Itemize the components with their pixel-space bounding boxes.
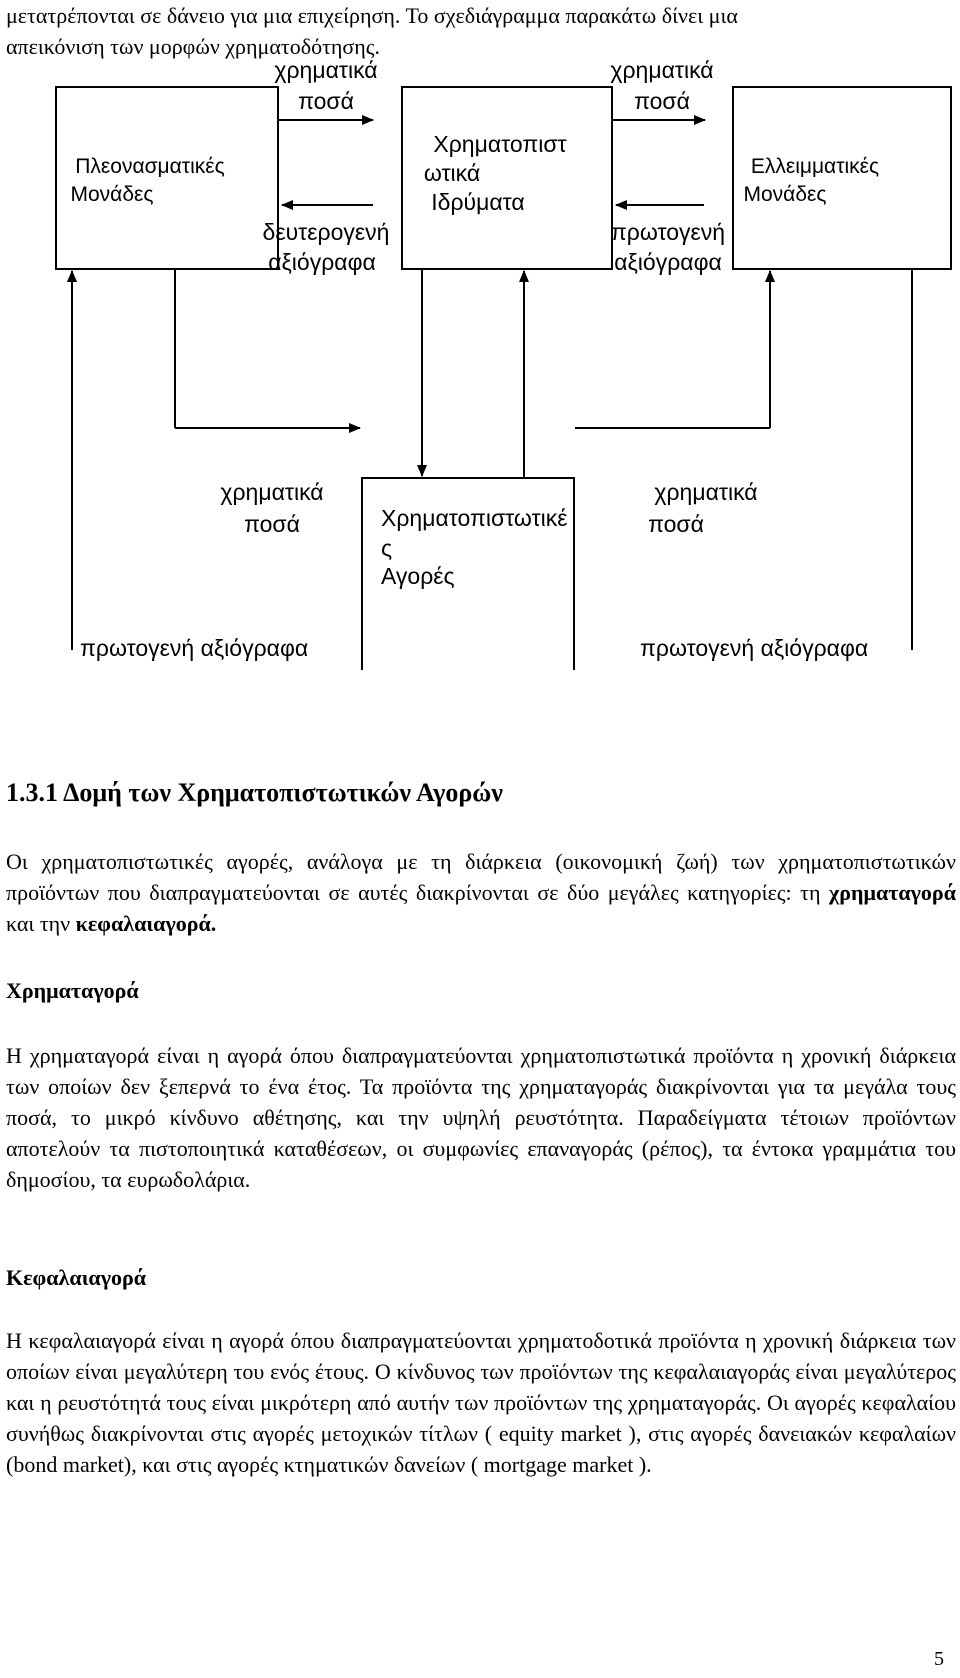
- financing-flow-diagram: [0, 60, 960, 670]
- section-intro-mid: και την: [6, 911, 76, 936]
- intro-text: [6, 0, 956, 62]
- intro-line-2: απεικόνιση των μορφών χρηματοδότησης.: [6, 34, 380, 59]
- page-number: 5: [934, 1648, 944, 1670]
- label-bottom-right-money-2: ποσά: [648, 511, 704, 537]
- label-bottom-left-money-2: ποσά: [244, 511, 300, 537]
- label-top-right-money-1: χρηματικά: [610, 60, 714, 83]
- surplus-box-line-2: Μονάδες: [70, 183, 154, 206]
- label-bottom-right-money-1: χρηματικά: [654, 479, 758, 505]
- label-primary-securities-2: αξιόγραφα: [614, 249, 722, 275]
- label-bottom-left-securities: πρωτογενή αξιόγραφα: [80, 635, 309, 661]
- institutions-box-line-3: Ιδρύματα: [431, 189, 525, 215]
- money-market-paragraph: Η χρηματαγορά είναι η αγορά όπου διαπραγματεύονται χρηματοπιστωτικά προϊόντα η χρονική διάρκεια των οποίων δεν ξεπερνά το ένα έτος. Τα προϊόντα της χρηματαγοράς διακρίνονται για τα μεγάλα τους ποσά, το μικρό κίνδυνο αθέτησης, και την υψηλή ρευστότητα. Παραδείγματα τέτοιων προϊόντων αποτελούν τα πιστοποιητικά καταθέσεων, οι συμφωνίες επαναγοράς (ρέπος), τα έντοκα γραμμάτια του δημοσίου, τα ευρωδολάρια.: [6, 1043, 956, 1192]
- label-secondary-securities-2: αξιόγραφα: [268, 249, 376, 275]
- surplus-units-box: [56, 87, 278, 269]
- label-bottom-left-money-1: χρηματικά: [220, 479, 324, 505]
- markets-box-line-1: Χρηματοπιστωτικέ: [381, 505, 568, 531]
- deficit-box-line-2: Μονάδες: [743, 183, 827, 206]
- label-top-left-money-2: ποσά: [298, 88, 354, 114]
- section-heading: 1.3.1 Δομή των Χρηματοπιστωτικών Αγορών: [6, 778, 503, 807]
- section-intro-paragraph: [6, 846, 956, 939]
- markets-box-line-3: Αγορές: [381, 563, 455, 589]
- institutions-box-line-2: ωτικά: [423, 160, 481, 186]
- institutions-box-line-1: Χρηματοπιστ: [433, 131, 567, 157]
- capital-market-term: κεφαλαιαγορά.: [75, 911, 217, 936]
- deficit-units-box: [733, 87, 951, 269]
- capital-market-title: Κεφαλαιαγορά: [6, 1265, 147, 1290]
- label-top-left-money-1: χρηματικά: [274, 60, 378, 83]
- money-market-title: Χρηματαγορά: [6, 978, 139, 1003]
- intro-line-1: μετατρέπονται σε δάνειο για μια επιχείρηση. Το σχεδιάγραμμα παρακάτω δίνει μια: [6, 3, 738, 28]
- label-primary-securities-1: πρωτογενή: [610, 219, 726, 245]
- deficit-box-line-1: Ελλειμματικές: [750, 155, 880, 178]
- label-top-right-money-2: ποσά: [634, 88, 690, 114]
- section-intro-text: Οι χρηματοπιστωτικές αγορές, ανάλογα με τη διάρκεια (οικονομική ζωή) των χρηματοπιστωτικών προϊόντων που διαπραγματεύονται σε αυτές διακρίνονται σε δύο μεγάλες κατηγορίες: τη: [6, 849, 956, 905]
- surplus-box-line-1: Πλεονασματικές: [75, 155, 225, 178]
- capital-market-paragraph: Η κεφαλαιαγορά είναι η αγορά όπου διαπραγματεύονται χρηματοδοτικά προϊόντα η χρονική διάρκεια των οποίων είναι μεγαλύτερη του ενός έτους. Ο κίνδυνος των προϊόντων της κεφαλαιαγοράς είναι μεγαλύτερος και η ρευστότητά τους είναι μικρότερη από αυτήν των προϊόντων της χρηματαγοράς. Οι αγορές κεφαλαίου συνήθως διακρίνονται στις αγορές μετοχικών τίτλων ( equity market ), στις αγορές δανειακών κεφαλαίων (bond market), και στις αγορές κτηματικών δανείων ( mortgage market ).: [6, 1328, 956, 1477]
- markets-box-line-2: ς: [381, 535, 393, 561]
- label-bottom-right-securities: πρωτογενή αξιόγραφα: [640, 635, 869, 661]
- label-secondary-securities-1: δευτερογενή: [262, 219, 390, 245]
- money-market-term: χρηματαγορά: [829, 880, 956, 905]
